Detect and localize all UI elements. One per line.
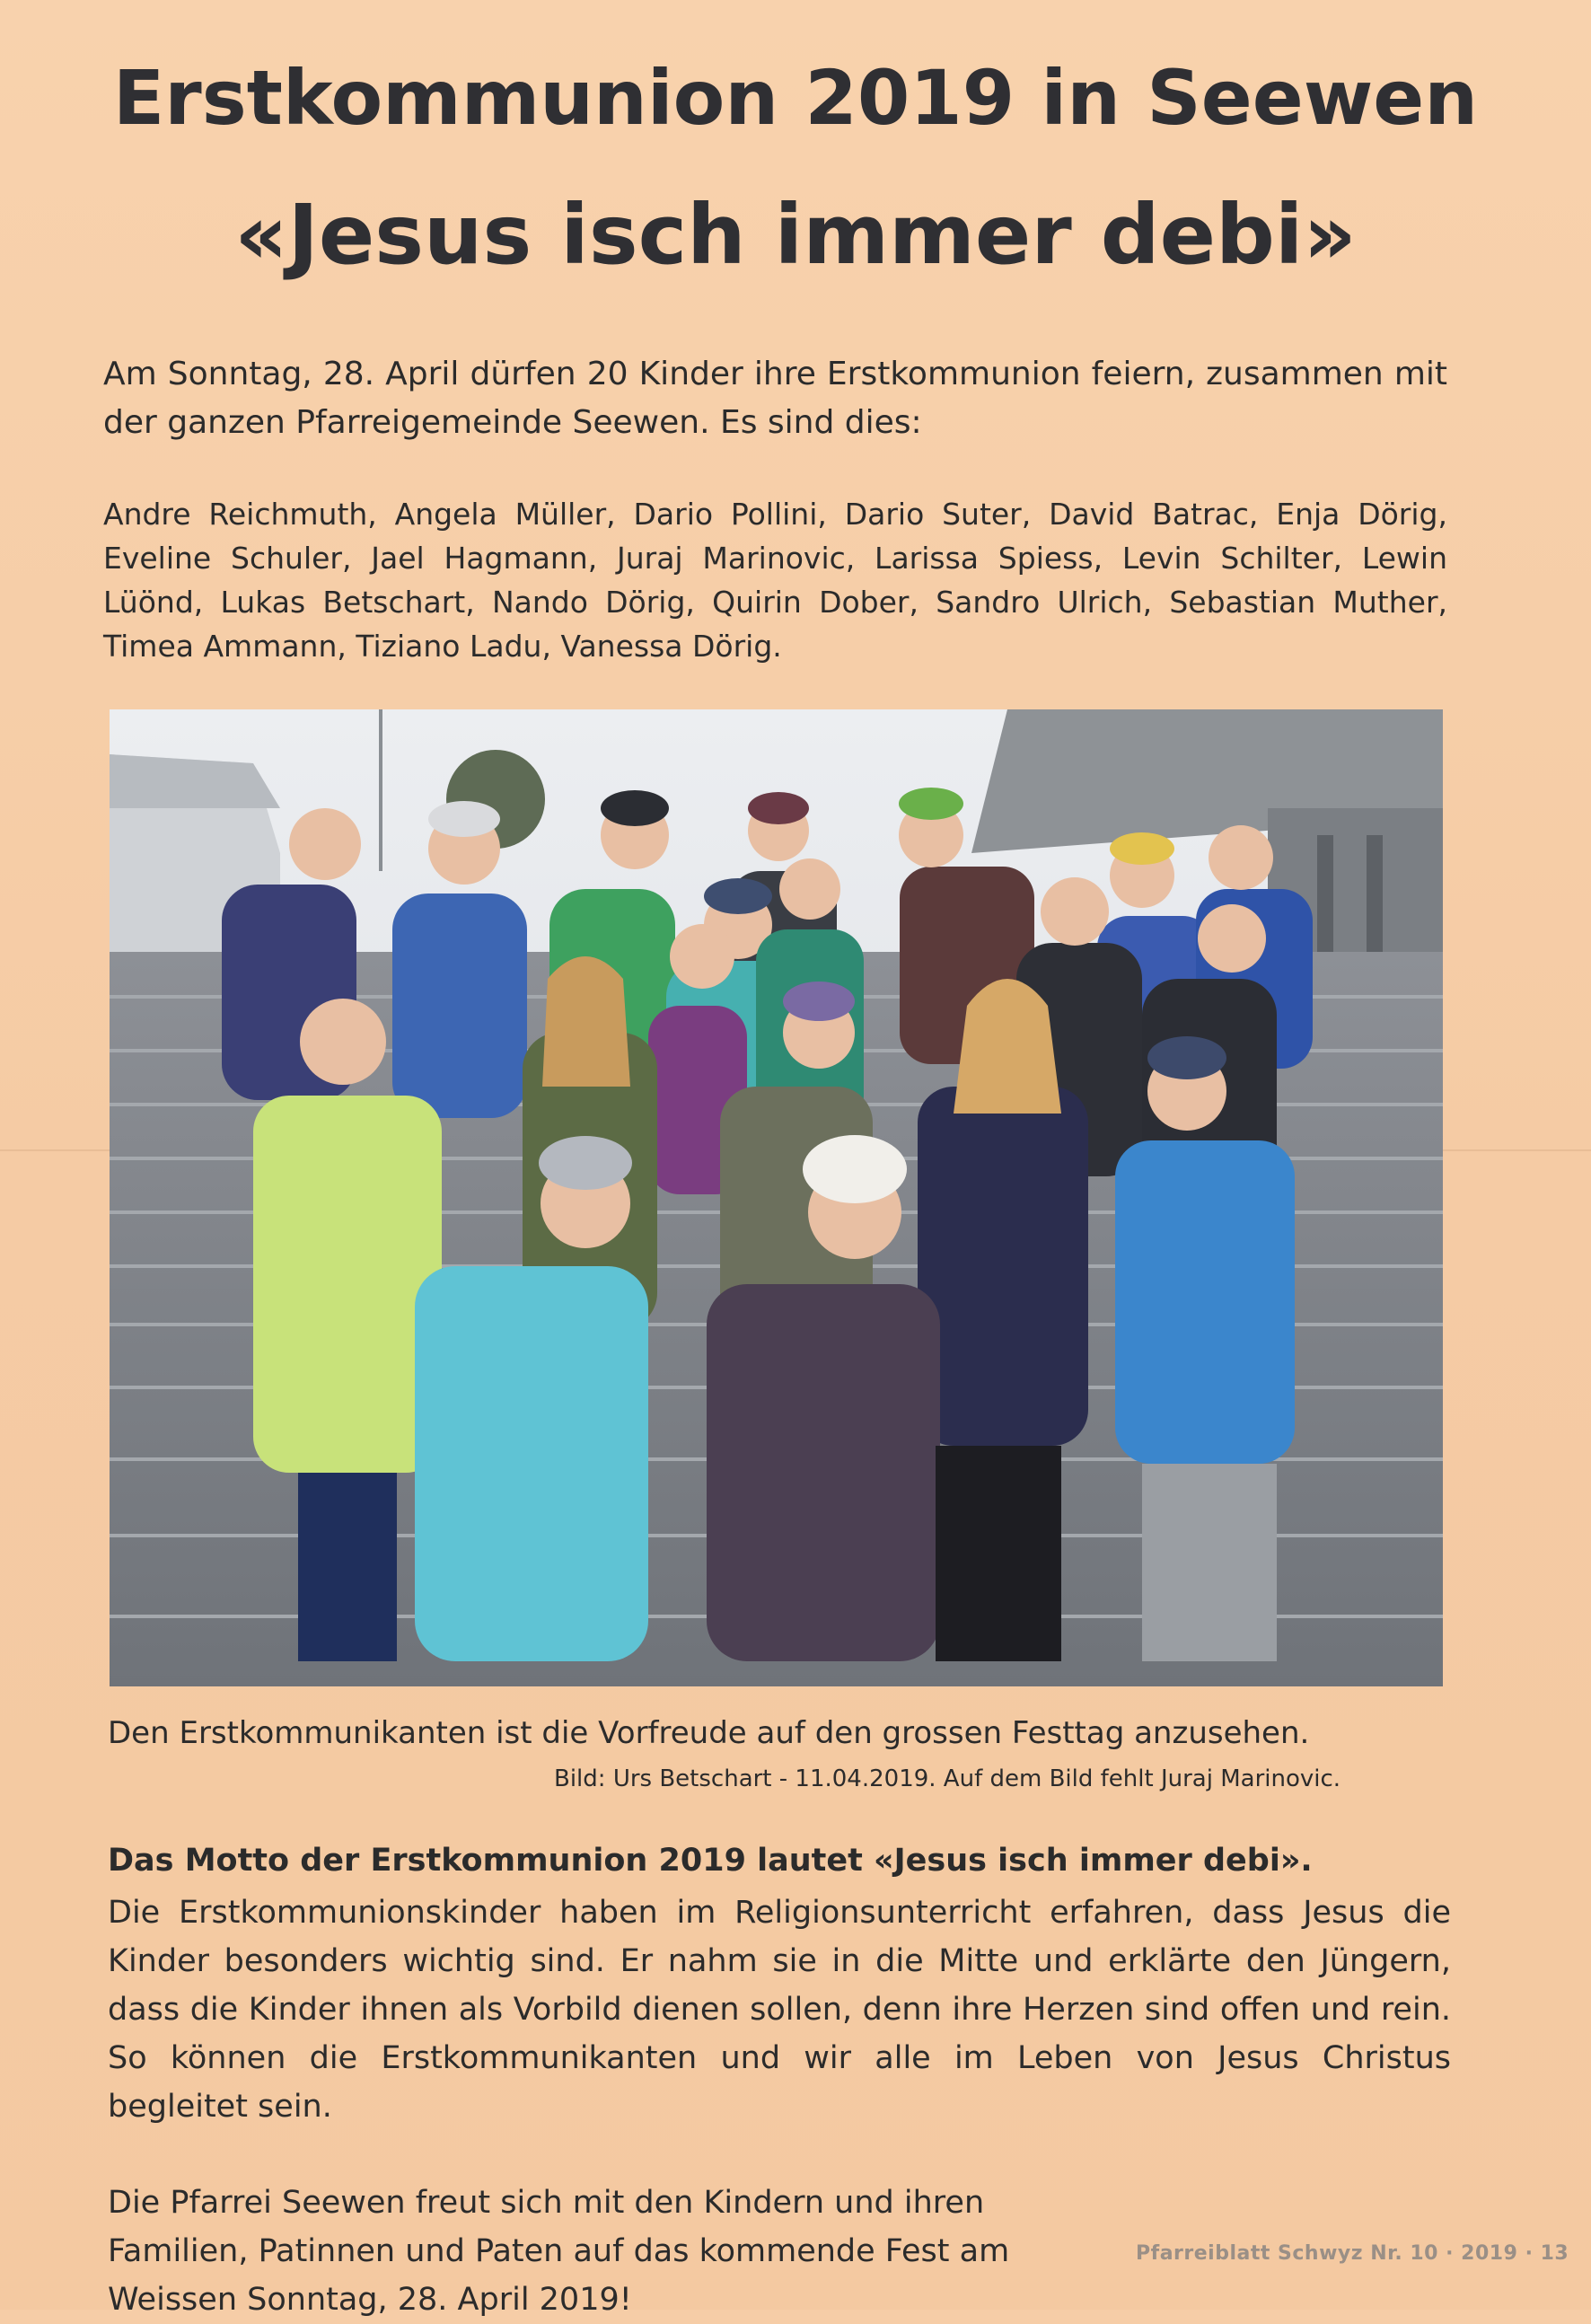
photo-credit: Bild: Urs Betschart - 11.04.2019. Auf dem Bild fehlt Juraj Marinovic. — [554, 1765, 1341, 1792]
headline-line-1: Erstkommunion 2019 in Seewen — [112, 54, 1479, 142]
children-names: Andre Reichmuth, Angela Müller, Dario Pollini, Dario Suter, David Batrac, Enja Dörig, Eveline Schuler, Jael Hagmann, Juraj Marinovic, Larissa Spiess, Levin Schilter, Lewin Lüönd, Lukas Betschart, Nando Dörig, Quirin Dober, Sandro Ulrich, Sebastian Muther, Timea Ammann, Tiziano Ladu, Vanessa Dörig. — [103, 497, 1447, 664]
group-photo-illustration — [110, 709, 1443, 1686]
footer-separator-2: · — [1525, 2242, 1534, 2265]
photo-caption: Den Erstkommunikanten ist die Vorfreude auf den grossen Festtag anzusehen. — [108, 1715, 1310, 1751]
intro-paragraph: Am Sonntag, 28. April dürfen 20 Kinder ihre Erstkommunion feiern, zusammen mit der ganzen Pfarreigemeinde Seewen. Es sind dies: — [103, 356, 1447, 441]
footer-publication: Pfarreiblatt Schwyz Nr. 10 — [1136, 2242, 1438, 2265]
page-footer — [1136, 2242, 1569, 2265]
headline-line-2: «Jesus isch immer debi» — [234, 187, 1357, 283]
footer-separator-1: · — [1446, 2242, 1454, 2265]
motto-heading: Das Motto der Erstkommunion 2019 lautet «Jesus isch immer debi». — [108, 1843, 1313, 1879]
body-paragraph-1: Die Erstkommunionskinder haben im Religionsunterricht erfahren, dass Jesus die Kinder besonders wichtig sind. Er nahm sie in die Mitte und erklärte den Jüngern, dass die Kinder ihnen als Vorbild dienen sollen, denn ihre Herzen sind offen und rein. So können die Erstkommunikanten und wir alle im Leben von Jesus Christus begleitet sein. — [108, 1895, 1451, 2125]
footer-year: 2019 — [1461, 2242, 1518, 2265]
group-photo — [110, 709, 1443, 1686]
footer-page-number: 13 — [1540, 2242, 1569, 2265]
body-paragraph-2: Die Pfarrei Seewen freut sich mit den Kindern und ihren Familien, Patinnen und Paten auf das kommende Fest am Weissen Sonntag, 28. April 2019! — [108, 2185, 1010, 2318]
